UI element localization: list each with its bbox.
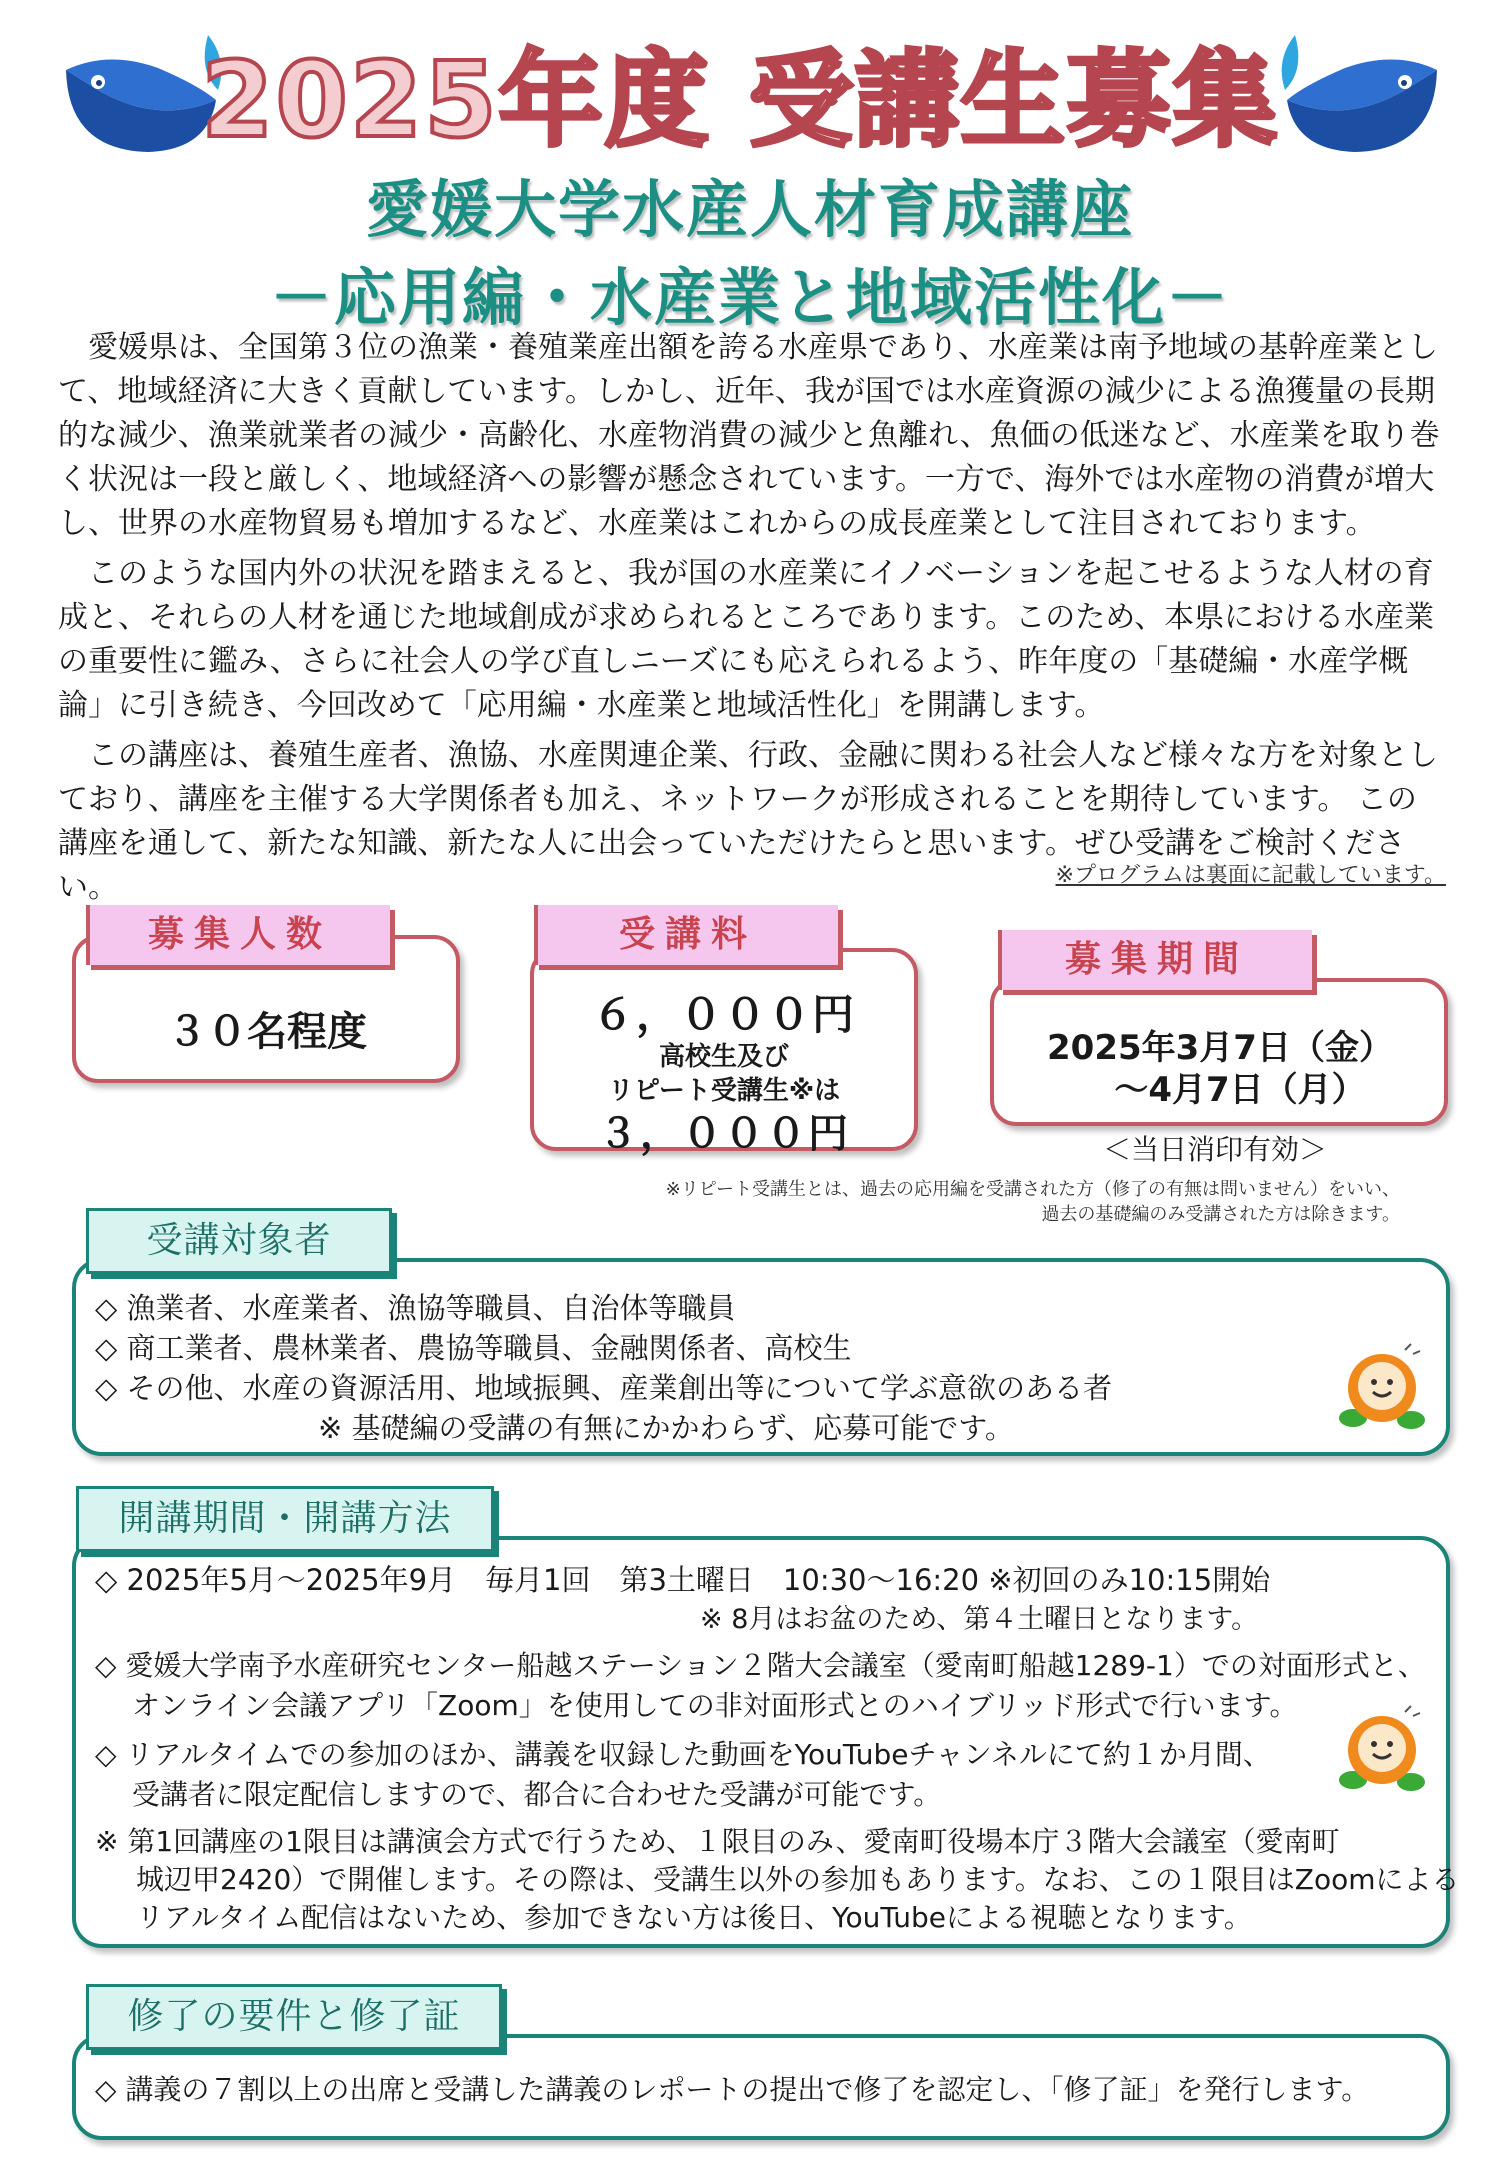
program-note: ※プログラムは裏面に記載しています。	[1055, 863, 1446, 888]
orange-mascot-icon	[1335, 1700, 1430, 1795]
application-period-start: 2025年3月7日（金）	[1047, 1028, 1393, 1068]
target-label: 受講対象者	[86, 1208, 392, 1274]
completion-label: 修了の要件と修了証	[86, 1984, 502, 2050]
application-period-label: 募集期間	[998, 930, 1312, 990]
target-note: ※ 基礎編の受講の有無にかかわらず、応募可能です。	[318, 1411, 1014, 1445]
fish-logo-icon	[1280, 30, 1445, 160]
schedule-line: オンライン会議アプリ「Zoom」を使用しての非対面形式とのハイブリッド形式で行います。	[132, 1689, 1298, 1722]
schedule-line: ※ 第1回講座の1限目は講演会方式で行うため、１限目のみ、愛南町役場本庁３階大会議室（愛南町	[95, 1825, 1340, 1858]
schedule-line: ◇ リアルタイムでの参加のほか、講義を収録した動画をYouTubeチャンネルにて約１か月間、	[95, 1738, 1271, 1771]
schedule-line: 受講者に限定配信しますので、都合に合わせた受講が可能です。	[132, 1778, 942, 1811]
schedule-label: 開講期間・開講方法	[76, 1486, 494, 1552]
postmark-note: ＜当日消印有効＞	[1102, 1133, 1327, 1166]
application-period-end: ～4月7日（月）	[1114, 1070, 1366, 1110]
schedule-line: ◇ 愛媛大学南予水産研究センター船越ステーション２階大会議室（愛南町船越1289-1）での対面形式と、	[95, 1649, 1426, 1682]
fee-label: 受講料	[534, 905, 838, 965]
schedule-note: ※ 8月はお盆のため、第４土曜日となります。	[700, 1604, 1259, 1635]
fee-discount-condition: 高校生及び	[658, 1042, 789, 1072]
schedule-line: 城辺甲2420）で開催します。その際は、受講生以外の参加もあります。なお、この１限目はZoomによる	[136, 1863, 1460, 1896]
capacity-value: ３０名程度	[167, 1009, 367, 1055]
course-subtitle: －応用編・水産業と地域活性化－	[269, 261, 1230, 334]
target-item: ◇ 商工業者、農林業者、農協等職員、金融関係者、高校生	[95, 1331, 852, 1365]
schedule-line: リアルタイム配信はないため、参加できない方は後日、YouTubeによる視聴となります。	[136, 1901, 1252, 1934]
course-title: 愛媛大学水産人材育成講座	[365, 173, 1134, 246]
intro-text	[58, 326, 1443, 910]
capacity-label: 募集人数	[86, 905, 390, 965]
orange-mascot-icon	[1335, 1338, 1430, 1433]
repeat-student-note: ※リピート受講生とは、過去の応用編を受講された方（修了の有無は問いません）をいい、 過去の基礎編のみ受講された方は除きます。	[665, 1179, 1400, 1225]
intro-paragraph: このような国内外の状況を踏まえると、我が国の水産業にイノベーションを起こせるような人材の育成と、それらの人材を通じた地域創成が求められるところであります。このため、本県における水産業の重要性に鑑み、さらに社会人の学び直しニーズにも応えられるよう、昨年度の「基礎編・水産学概論」に引き続き、今回改めて「応用編・水産業と地域活性化」を開講します。	[58, 556, 1435, 723]
fee-discount-value: ３，０００円	[598, 1111, 850, 1157]
fish-logo-icon	[58, 30, 223, 160]
fee-value: ６，０００円	[591, 990, 856, 1039]
fee-discount-condition: リピート受講生※は	[607, 1076, 841, 1106]
page-title: 2025年度 受講生募集	[201, 39, 1279, 161]
completion-requirement: ◇ 講義の７割以上の出席と受講した講義のレポートの提出で修了を認定し、「修了証」を発行します。	[95, 2073, 1370, 2106]
target-item: ◇ その他、水産の資源活用、地域振興、産業創出等について学ぶ意欲のある者	[95, 1371, 1112, 1405]
intro-paragraph: 愛媛県は、全国第３位の漁業・養殖業産出額を誇る水産県であり、水産業は南予地域の基幹産業として、地域経済に大きく貢献しています。しかし、近年、我が国では水産資源の減少による漁獲量の長期的な減少、漁業就業者の減少・高齢化、水産物消費の減少と魚離れ、魚価の低迷など、水産業を取り巻く状況は一段と厳しく、地域経済への影響が懸念されています。一方で、海外では水産物の消費が増大し、世界の水産物貿易も増加するなど、水産業はこれからの成長産業として注目されております。	[58, 330, 1440, 541]
intro-paragraph: この講座は、養殖生産者、漁協、水産関連企業、行政、金融に関わる社会人など様々な方を対象としており、講座を主催する大学関係者も加え、ネットワークが形成されることを期待しています。 この講座を通して、新たな知識、新たな人に出会っていただけたらと思います。ぜひ受講をご検討ください。	[58, 738, 1438, 905]
target-item: ◇ 漁業者、水産業者、漁協等職員、自治体等職員	[95, 1291, 736, 1325]
schedule-line: ◇ 2025年5月～2025年9月 毎月1回 第3土曜日 10:30～16:20 ※初回のみ10:15開始	[95, 1563, 1271, 1597]
